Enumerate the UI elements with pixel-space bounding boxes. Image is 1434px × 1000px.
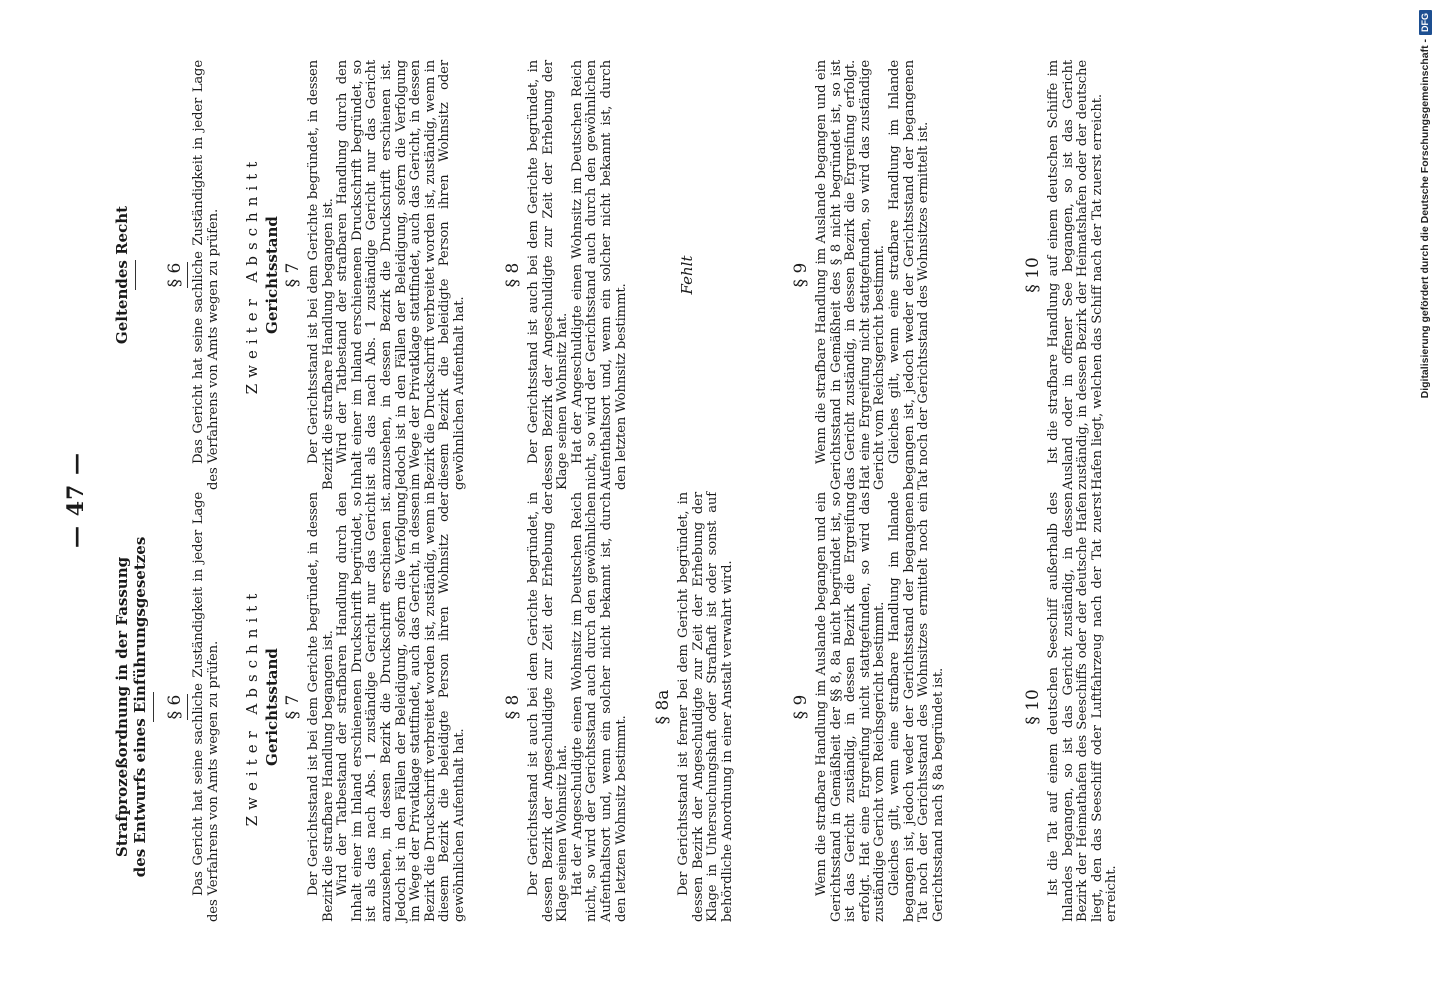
section-heading: § 10 xyxy=(1023,257,1043,293)
section-heading: § 8a xyxy=(653,689,673,725)
paragraph: Gleiches gilt, wenn eine strafbare Handlung im Inlande begangen ist, jedoch weder der Gerichtsstand der begangenen Tat noch der Gerichtsstand des Wohnsitzes ermittelt noch ein Gerichtsstand nach § 8a begründet ist. xyxy=(886,492,946,922)
paragraph: Gleiches gilt, wenn eine strafbare Handlung im Inlande begangen ist, jedoch weder der Gerichtsstand der begangenen Tat noch der Gerichtsstand des Wohnsitzes ermittelt ist. xyxy=(886,60,932,490)
title-rule xyxy=(153,692,154,722)
section-heading: § 6 xyxy=(165,60,188,490)
section-heading: § 6 xyxy=(165,492,188,922)
section-heading: § 8 xyxy=(503,694,523,720)
left-section-6 xyxy=(165,492,221,922)
right-column-title: Geltendes Recht xyxy=(113,205,131,345)
paragraph: Das Gericht hat seine sachliche Zuständigkeit in jeder Lage des Verfahrens von Amts wegen zu prüfen. xyxy=(191,492,221,922)
paragraph: Der Gerichtsstand ist auch bei dem Gerichte begründet, in dessen Bezirk der Angeschuldigte zur Zeit der Erhebung der Klage seinen Wohnsitz hat. xyxy=(526,60,571,490)
left-column-header xyxy=(113,492,154,922)
left-section-10 xyxy=(1023,492,1120,922)
section-heading: § 9 xyxy=(791,262,811,288)
dfg-logo: DFG xyxy=(1419,10,1432,35)
paragraph: Wenn die strafbare Handlung im Auslande begangen und ein Gerichtsstand in Gemäßheit des § 8 nicht begründet ist, so ist das Gericht zuständig, in dessen Bezirk die Ergreifung erfolgt. Hat eine Ergreifung nicht stattgefunden, so wird das zuständige Gericht vom Reichsgericht bestimmt. xyxy=(814,60,888,490)
section-heading: § 7 xyxy=(283,694,303,720)
section-heading: § 8 xyxy=(503,262,523,288)
left-section-8 xyxy=(503,492,629,922)
right-column-header xyxy=(113,60,136,490)
right-section-6 xyxy=(165,60,221,490)
left-column-title-line1: Strafprozeßordnung in der Fassung xyxy=(113,556,131,858)
digitization-credit xyxy=(1415,10,1434,990)
paragraph: Wird der Tatbestand der strafbaren Handlung durch den Inhalt einer im Inland erschienenen Druckschrift begründet, so ist als das nach Abs. 1 zuständige Gericht nur das Gericht anzusehen, in dessen Bezirk die Druckschrift erschienen ist. Jedoch ist in den Fällen der Beleidigung, sofern die Verfolgung im Wege der Privatklage stattfindet, auch das Gericht, in dessen Bezirk die Druckschrift verbreitet worden ist, zuständig, wenn in diesem Bezirk die beleidigte Person ihren Wohnsitz oder gewöhnlichen Aufenthalt hat. xyxy=(335,60,467,490)
subsection-title: Gerichtsstand xyxy=(263,648,281,766)
subsection-heading: Zweiter Abschnitt xyxy=(243,155,261,395)
right-section-8 xyxy=(503,60,629,490)
right-section-7 xyxy=(243,60,468,490)
right-section-8a xyxy=(678,60,696,490)
paragraph: Der Gerichtsstand ist bei dem Gerichte begründet, in dessen Bezirk die strafbare Handlung begangen ist. xyxy=(306,492,336,922)
paragraph: Wird der Tatbestand der strafbaren Handlung durch den Inhalt einer im Inland erschienenen Druckschrift begründet, so ist als das nach Abs. 1 zuständige Gericht nur das Gericht anzusehen, in dessen Bezirk die Druckschrift erschienen ist. Jedoch ist in den Fällen der Beleidigung, sofern die Verfolgung im Wege der Privatklage stattfindet, auch das Gericht, in dessen Bezirk die Druckschrift verbreitet worden ist, zuständig, wenn in diesem Bezirk die beleidigte Person ihren Wohnsitz oder gewöhnlichen Aufenthalt hat. xyxy=(335,492,467,922)
left-section-7 xyxy=(243,492,468,922)
section-heading: § 7 xyxy=(283,262,303,288)
paragraph: Ist die strafbare Handlung auf einem deutschen Schiffe im Ausland oder in offener See begangen, so ist das Gericht zuständig, in dessen Bezirk der Heimatshafen oder der deutsche Hafen liegt, welchen das Schiff nach der Tat zuerst erreicht. xyxy=(1046,60,1105,490)
paragraph: Wenn die strafbare Handlung im Auslande begangen und ein Gerichtsstand in Gemäßheit der §§ 8, 8a nicht begründet ist, so ist das Gericht zuständig, in dessen Bezirk die Ergreifung erfolgt. Hat eine Ergreifung nicht stattgefunden, so wird das zuständige Gericht vom Reichsgericht bestimmt. xyxy=(814,492,888,922)
paragraph: Der Gerichtsstand ist ferner bei dem Gericht begründet, in dessen Bezirk der Angeschuldigte zur Zeit der Erhebung der Klage in Untersuchungshaft oder Strafhaft ist oder sonst auf behördliche Anordnung in einer Anstalt verwahrt wird. xyxy=(676,492,735,922)
paragraph: Das Gericht hat seine sachliche Zuständigkeit in jeder Lage des Verfahrens von Amts wegen zu prüfen. xyxy=(191,60,221,490)
right-section-10 xyxy=(1023,60,1105,490)
credit-text: Digitalisierung gefördert durch die Deutsche Forschungsgemeinschaft - xyxy=(1419,39,1431,399)
left-section-9 xyxy=(791,492,946,922)
left-section-8a xyxy=(653,492,735,922)
page-number: — 47 — xyxy=(63,452,89,548)
right-section-9 xyxy=(791,60,932,490)
section-heading: § 9 xyxy=(791,694,811,720)
left-column-title-line2: des Entwurfs eines Einführungsgesetzes xyxy=(131,536,149,878)
document-page xyxy=(35,10,1405,990)
subsection-heading: Zweiter Abschnitt xyxy=(243,587,261,827)
paragraph: Der Gerichtsstand ist auch bei dem Gerichte begründet, in dessen Bezirk der Angeschuldigte zur Zeit der Erhebung der Klage seinen Wohnsitz hat. xyxy=(526,492,571,922)
missing-section-note: Fehlt xyxy=(678,255,696,295)
section-heading: § 10 xyxy=(1023,689,1043,725)
paragraph: Hat der Angeschuldigte einen Wohnsitz im Deutschen Reich nicht, so wird der Gerichtsstand auch durch den gewöhnlichen Aufenthaltsort und, wenn ein solcher nicht bekannt ist, durch den letzten Wohnsitz bestimmt. xyxy=(569,492,629,922)
paragraph: Der Gerichtsstand ist bei dem Gerichte begründet, in dessen Bezirk die strafbare Handlung begangen ist. xyxy=(306,60,336,490)
paragraph: Ist die Tat auf einem deutschen Seeschiff außerhalb des Inlandes begangen, so ist das Gericht zuständig, in dessen Bezirk der Heimathafen des Seeschiffs oder der deutsche Hafen liegt, den das Seeschiff oder Luftfahrzeug nach der Tat zuerst erreicht. xyxy=(1046,492,1120,922)
title-rule xyxy=(135,260,136,290)
paragraph: Hat der Angeschuldigte einen Wohnsitz im Deutschen Reich nicht, so wird der Gerichtsstand auch durch den gewöhnlichen Aufenthaltsort und, wenn ein solcher nicht bekannt ist, durch den letzten Wohnsitz bestimmt. xyxy=(569,60,629,490)
subsection-title: Gerichtsstand xyxy=(263,216,281,334)
